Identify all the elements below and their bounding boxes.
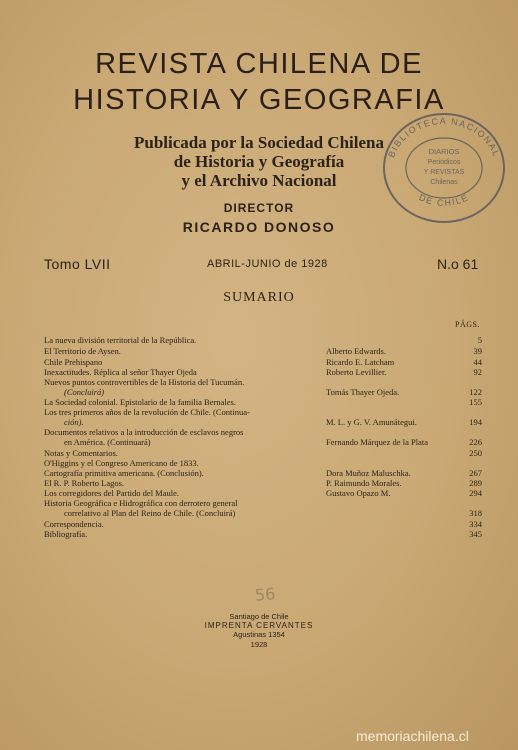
toc-page-number: 267 xyxy=(469,468,482,478)
toc-author: M. L. y G. V. Amunátegui. xyxy=(326,417,417,427)
director-name: RICARDO DONOSO xyxy=(182,219,336,235)
stamp-inner-3: Y REVISTAS xyxy=(423,169,465,176)
toc-entry: Cartografía primitiva americana. (Conclusión). xyxy=(44,468,204,478)
toc-author: Dora Muñoz Maluschka. xyxy=(326,468,411,478)
toc-entry: Chile Prehispano xyxy=(44,357,103,367)
imprint-year: 1928 xyxy=(250,640,268,649)
toc-entry: Inexactitudes. Réplica al señor Thayer Ojeda xyxy=(44,367,197,377)
toc-entry: Los tres primeros años de la revolución de Chile. (Continua- xyxy=(44,407,250,417)
toc-author: Alberto Edwards. xyxy=(326,346,386,356)
toc-page-number: 289 xyxy=(469,478,482,488)
toc-entry: El Territorio de Aysen. xyxy=(44,346,121,356)
imprint-city: Santiago de Chile xyxy=(229,612,289,621)
watermark: memoriachilena.cl xyxy=(356,728,469,744)
toc-page-number: 92 xyxy=(473,367,482,377)
toc-entry: en América. (Continuará) xyxy=(64,437,151,447)
issue-number: N.o 61 xyxy=(437,256,479,272)
toc-entry: La Sociedad colonial. Epistolario de la familia Bernales. xyxy=(44,397,236,407)
title-line-1: REVISTA CHILENA DE xyxy=(95,48,423,80)
toc-author: Fernando Márquez de la Plata xyxy=(326,437,428,447)
toc-page-number: 39 xyxy=(473,346,482,356)
toc-entry: Nuevos puntos controvertibles de la Historia del Tucumán. xyxy=(44,377,245,387)
toc-entry: ción). xyxy=(64,417,84,427)
stamp-inner-2: Periódicos xyxy=(427,159,461,166)
pages-column-label: PÁGS. xyxy=(455,320,480,329)
toc-author: Tomás Thayer Ojeda. xyxy=(326,387,400,397)
toc-entry: (Concluirá) xyxy=(64,387,105,397)
imprint-printer: IMPRENTA CERVANTES xyxy=(204,621,314,630)
toc-page-number: 318 xyxy=(469,508,482,518)
contents-heading: SUMARIO xyxy=(223,290,295,305)
toc-page-number: 345 xyxy=(469,529,482,539)
toc-page-number: 334 xyxy=(469,519,482,529)
stamp-inner-1: DIARIOS xyxy=(428,147,460,156)
publisher-line-3: y el Archivo Nacional xyxy=(181,171,337,190)
toc-entry: correlativo al Plan del Reino de Chile. (Concluirá) xyxy=(64,508,236,518)
publisher-line-2: de Historia y Geografía xyxy=(173,152,345,171)
stamp-outer-top: BIBLIOTECA NACIONAL xyxy=(386,115,502,159)
toc-entry: Notas y Comentarios. xyxy=(44,448,118,458)
toc-page-number: 294 xyxy=(469,488,482,498)
toc-entry: Bibliografía. xyxy=(44,529,88,539)
toc-page-number: 5 xyxy=(477,335,482,345)
toc-page-number: 194 xyxy=(469,417,482,427)
issue-date: ABRIL-JUNIO de 1928 xyxy=(207,258,328,270)
toc-entry: Historia Geográfica e Hidrográfica con derrotero general xyxy=(44,498,238,508)
stamp-inner-4: Chilenas xyxy=(430,179,458,186)
toc-entry: La nueva división territorial de la República. xyxy=(44,335,197,345)
imprint-address: Agustinas 1354 xyxy=(233,630,285,639)
pencil-annotation: 56 xyxy=(254,584,277,605)
toc-entry: Documentos relativos a la introducción de esclavos negros xyxy=(44,427,244,437)
toc-author: P. Raimundo Morales. xyxy=(326,478,402,488)
toc-page-number: 250 xyxy=(469,448,482,458)
toc-entry: Correspondencia. xyxy=(44,519,104,529)
toc-page-number: 155 xyxy=(469,397,482,407)
toc-page-number: 44 xyxy=(473,357,482,367)
library-stamp xyxy=(378,108,510,226)
toc-page-number: 226 xyxy=(469,437,482,447)
toc-entry: El R. P. Roberto Lagos. xyxy=(44,478,125,488)
director-label: DIRECTOR xyxy=(223,201,295,215)
volume-label: Tomo LVII xyxy=(44,256,111,272)
toc-page-number: 122 xyxy=(469,387,482,397)
svg-text:DE CHILE xyxy=(417,192,470,208)
publisher-line-1: Publicada por la Sociedad Chilena xyxy=(133,133,384,152)
toc-entry: O'Higgins y el Congreso Americano de 1833. xyxy=(44,458,199,468)
toc-author: Gustavo Opazo M. xyxy=(326,488,391,498)
title-line-2: HISTORIA Y GEOGRAFIA xyxy=(73,84,445,116)
toc-author: Roberto Levillier. xyxy=(326,367,387,377)
toc-entry: Los corregidores del Partido del Maule. xyxy=(44,488,180,498)
toc-author: Ricardo E. Latcham xyxy=(326,357,395,367)
stamp-outer-bottom: DE CHILE xyxy=(417,192,471,208)
